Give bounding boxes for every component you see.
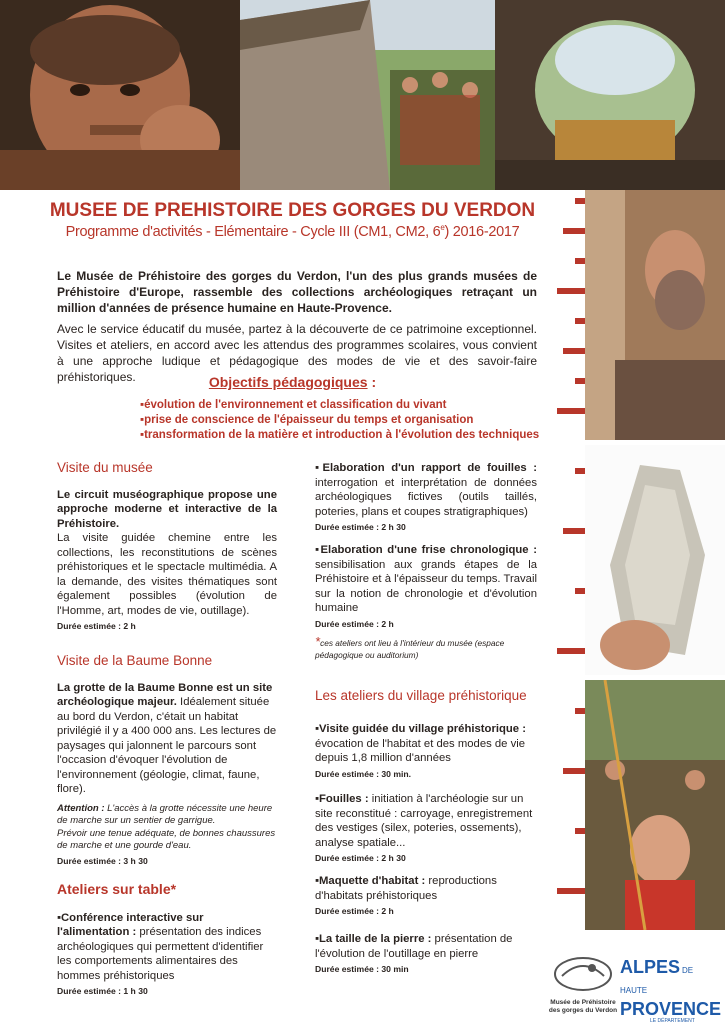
decorative-tick [575,588,585,594]
decorative-tick [557,408,585,414]
decorative-tick [575,258,585,264]
duration-label: Durée estimée : 3 h 30 [57,855,148,866]
objectives-heading: Objectifs pédagogiques : [208,374,377,390]
objective-item: ▪ prise de conscience de l'épaisseur du temps et organisation [140,413,560,428]
photo-prehistoric-man [0,0,240,190]
atelier-rapport [315,461,537,535]
decorative-tick [563,768,585,774]
decorative-tick [575,828,585,834]
decorative-tick [557,648,585,654]
section-village [315,689,540,716]
decorative-tick [575,318,585,324]
museum-logo [548,950,618,1020]
section-heading: Visite du musée [57,460,153,475]
duration-label: Durée estimée : 2 h [315,618,394,629]
atelier-fouilles [315,792,539,866]
section-heading: Les ateliers du village préhistorique [315,688,527,703]
decorative-tick [557,288,585,294]
atelier-item: ▪ La taille de la pierre : présentation de l'évolution de l'outillage en pierre [315,932,539,961]
photo-hut-visitors [240,0,495,190]
section-baume-bonne [57,654,279,868]
decorative-tick [575,708,585,714]
decorative-tick [575,468,585,474]
decorative-tick [563,528,585,534]
atelier-item: ▪ Maquette d'habitat : reproductions d'habitats préhistoriques [315,874,539,903]
section-text: La grotte de la Baume Bonne est un site archéologique majeur. Idéalement située au bord du Verdon, c'était un habitat privilégié il y a 400 000 ans. Les lectures de paysages qui jalonnent le parcours sont l'occasion d'évoquer l'évolution de l'environnement (géologie, climat, faune, flore). [57,681,277,795]
photo-cave-painter [585,190,725,440]
decorative-tick [563,348,585,354]
museum-logo-text: Musée de Préhistoire des gorges du Verdon [548,999,618,1014]
footnote: *ces ateliers ont lieu à l'intérieur du musée (espace pédagogique ou auditorium) [315,634,505,660]
atelier-item: ▪ Elaboration d'une frise chronologique : sensibilisation aux grands étapes de la Préhistoire et à l'épaisseur du temps. Travail sur la notion de chronologie et d'évolution humaine [315,543,537,616]
duration-label: Durée estimée : 1 h 30 [57,986,148,996]
atelier-frise [315,543,537,631]
duration-label: Durée estimée : 2 h [315,906,394,916]
duration-label: Durée estimée : 2 h 30 [315,522,406,532]
duration-label: Durée estimée : 2 h 30 [315,853,406,863]
section-heading: Visite de la Baume Bonne [57,653,213,668]
photo-cave-entrance [495,0,725,190]
duration-label: Durée estimée : 2 h [57,621,136,631]
decorative-tick [557,888,585,894]
section-lead: Le circuit muséographique propose une approche moderne et interactive de la Préhistoire. [57,488,277,530]
section-text: La visite guidée chemine entre les collections, les reconstitutions de scènes préhistoriques et le spectacle multimédia. A la demande, des visites thématiques sont également possibles (évolution de l'Homme, art, modes de vie, outillage). [57,532,277,617]
objectives-list [140,398,560,443]
atelier-maquette [315,874,539,919]
section-visite-musee [57,461,277,634]
page-title: MUSEE DE PREHISTOIRE DES GORGES DU VERDON [49,200,536,221]
section-heading: Ateliers sur table* [57,881,177,897]
atelier-visite-village [315,722,539,781]
objective-item: ▪ transformation de la matière et introduction à l'évolution des techniques [140,428,560,443]
department-logo: ALPES DE HAUTE PROVENCE LE DÉPARTEMENT [620,957,722,1024]
attention-note: Attention : L'accès à la grotte nécessite une heure de marche sur un sentier de garrigue. [57,802,273,826]
intro-paragraph: Avec le service éducatif du musée, partez à la découverte de ce patrimoine exceptionnel. Visites et ateliers, en accord avec les attendus des programmes scolaires, vous convient à une approche ludique et pédagogique des modes de vie et des savoir-faire préhistoriques. [57,322,537,384]
atelier-item: ▪ Fouilles : initiation à l'archéologie sur un site reconstitué : carroyage, enregistrement des vestiges (silex, poteries, ossements), analyse spatiale... [315,792,539,850]
atelier-item: ▪ Conférence interactive sur l'alimentation : présentation des indices archéologiques qui permettent d'identifier les comportements alimentaires des hommes préhistoriques [57,911,279,984]
objective-item: ▪ évolution de l'environnement et classification du vivant [140,398,560,413]
atelier-taille [315,932,539,977]
intro-bold-paragraph: Le Musée de Préhistoire des gorges du Verdon, l'un des plus grands musées de Préhistoire d'Europe, rassemble des collections archéologiques retraçant un million d'années de présence humaine en Haute-Provence. [57,269,537,315]
photo-flint-tool [585,445,725,675]
duration-label: Durée estimée : 30 min. [315,768,412,779]
atelier-item: ▪ Elaboration d'un rapport de fouilles : interrogation et interprétation de données archéologiques fictives (outils taillés, poteries, plans et coupes stratigraphiques) [315,461,537,519]
page-subtitle: Programme d'activités - Elémentaire - Cycle III (CM1, CM2, 6e) 2016-2017 [65,223,520,240]
duration-label: Durée estimée : 30 min [315,964,409,974]
attention-note-2: Prévoir une tenue adéquate, de bonnes chaussures de marche et une gourde d'eau. [57,827,276,851]
photo-children-village [585,680,725,930]
atelier-item: ▪ Visite guidée du village préhistorique : évocation de l'habitat et des modes de vie depuis 1,8 million d'années [315,722,539,766]
museum-emblem-icon [548,950,618,994]
section-ateliers-table [57,882,279,999]
